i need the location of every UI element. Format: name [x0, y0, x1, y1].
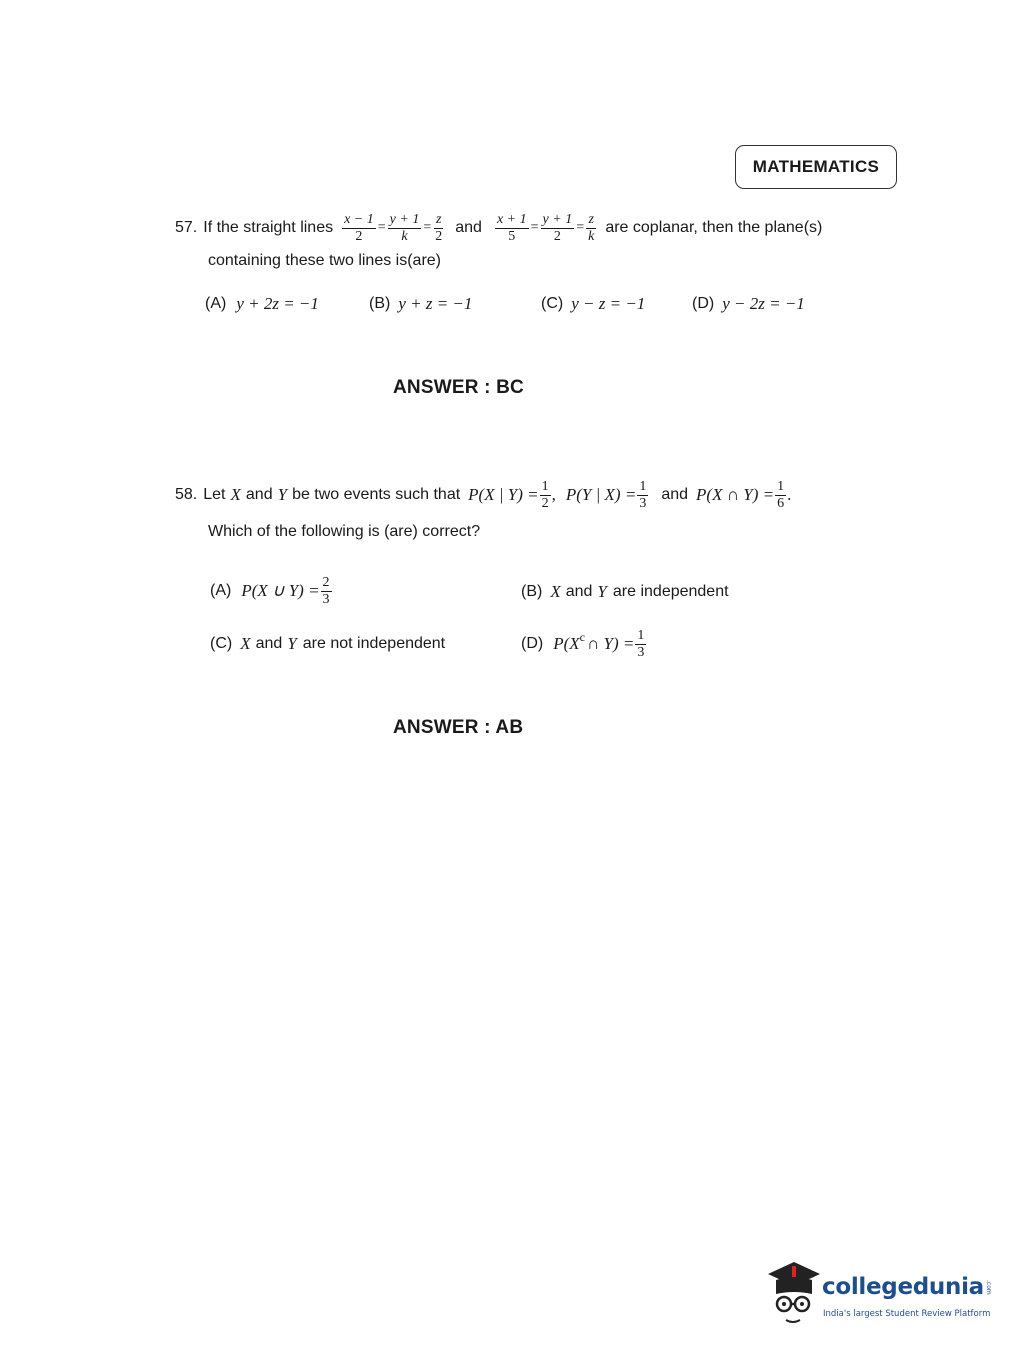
q57-option-a: (A) y + 2z = −1 [205, 294, 319, 313]
q57-option-c: (C) y − z = −1 [541, 294, 646, 313]
graduate-face-icon [764, 1260, 824, 1330]
q58-p-y-given-x: P(Y | X) = $\frac{1}{3}$ [565, 478, 647, 511]
q57-option-d: (D) y − 2z = −1 [692, 294, 805, 313]
q57-answer: ANSWER : BC [393, 377, 524, 398]
q57-and: and [455, 219, 482, 236]
q57-option-b: (B) y + z = −1 [369, 294, 473, 313]
q58-option-c: (C) X and Y are not independent [210, 634, 446, 653]
q57-intro: If the straight lines [203, 219, 334, 236]
q58-option-d: (D) P(X c ∩ Y) = $\frac{1}{3}$ [521, 627, 645, 660]
q58-line-two: Which of the following is (are) correct? [208, 523, 481, 540]
q58-p-x-and-y: P(X ∩ Y) = $\frac{1}{6}$ . [696, 478, 792, 511]
brand-tagline: India's largest Student Review Platform [823, 1309, 991, 1319]
q58-number: 58. [175, 486, 198, 503]
q58-option-a: (A) P(X ∪ Y) = $\frac{2}{3}$ [210, 574, 330, 607]
q57-line1-equation: $\frac{x - 1}{2}$ = $\frac{y + 1}{k}$ = $\frac{z}{2}$ [344, 211, 443, 244]
q57-line-one [175, 210, 822, 246]
brand-name: collegedunia [822, 1274, 984, 1300]
brand-suffix: .com [984, 1280, 992, 1295]
q58-answer: ANSWER : AB [393, 717, 524, 738]
q57-number: 57. [175, 219, 198, 236]
subject-badge: MATHEMATICS [735, 145, 897, 189]
q58-p-x-given-y: P(X | Y) = $\frac{1}{2}$ , [468, 478, 556, 511]
q57-line-two: containing these two lines is(are) [208, 252, 442, 269]
q57-line2-equation: $\frac{x + 1}{5}$ = $\frac{y + 1}{2}$ = $\frac{z}{k}$ [496, 211, 595, 244]
q58-option-b: (B) X and Y are independent [521, 582, 729, 601]
q57-tail: are coplanar, then the plane(s) [605, 219, 823, 236]
collegedunia-logo [764, 1260, 994, 1330]
q58-line-one: 58. Let X and Y be two events such that P(X | Y) = $\frac{1}{2}$ , P(Y | X) = $\frac{1}{3}$ and P(X ∩ Y) = $\frac{1}{6}$ . [175, 478, 792, 511]
